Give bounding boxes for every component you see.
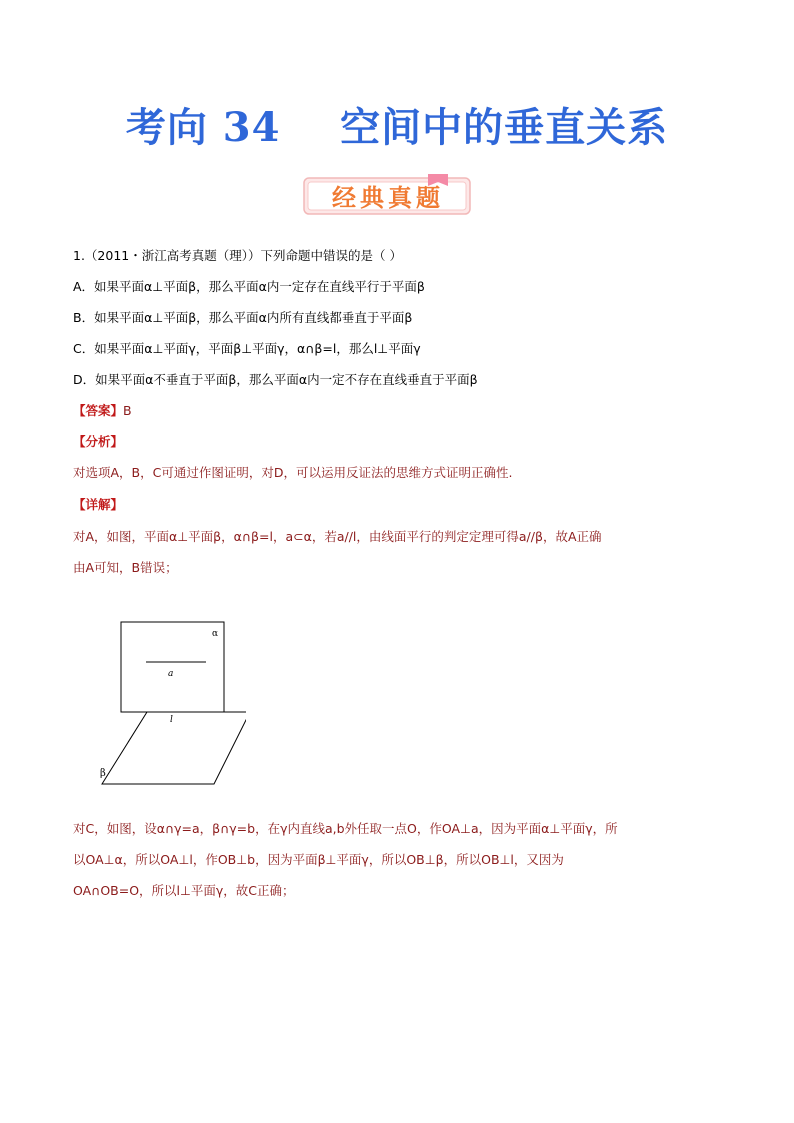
answer-row: [73, 403, 132, 419]
plane-beta: [102, 712, 246, 784]
detail-line-2: 由A可知，B错误；: [73, 560, 178, 575]
label-alpha: α: [212, 629, 219, 639]
label-l: l: [170, 715, 173, 725]
page-title: 考向 34 空间中的垂直关系: [125, 104, 669, 151]
option-a: A．如果平面α⊥平面β，那么平面α内一定存在直线平行于平面β: [73, 279, 425, 294]
question-stem: 1.（2011・浙江高考真题（理））下列命题中错误的是（ ）: [73, 248, 402, 263]
section-banner: [302, 172, 474, 218]
option-b: B．如果平面α⊥平面β，那么平面α内所有直线都垂直于平面β: [73, 310, 413, 325]
label-beta: β: [100, 768, 106, 779]
option-d: D．如果平面α不垂直于平面β，那么平面α内一定不存在直线垂直于平面β: [73, 372, 478, 387]
c-line-1: 对C，如图，设α∩γ=a，β∩γ=b，在γ内直线a,b外任取一点O，作OA⊥a，因为平面α⊥平面γ，所: [73, 821, 618, 836]
answer-value: B: [123, 403, 132, 418]
detail-line-1: 对A，如图，平面α⊥平面β，α∩β=l，a⊂α，若a//l，由线面平行的判定定理可得a//β，故A正确: [73, 529, 602, 544]
banner-label: 经典真题: [332, 183, 444, 212]
analysis-label: 【分析】: [73, 434, 124, 449]
option-c: C．如果平面α⊥平面γ，平面β⊥平面γ，α∩β=l，那么l⊥平面γ: [73, 341, 421, 356]
c-line-3: OA∩OB=O，所以l⊥平面γ，故C正确；: [73, 883, 295, 898]
plane-alpha: [121, 622, 224, 712]
answer-label: 【答案】: [73, 403, 124, 418]
perpendicular-planes-figure: [96, 618, 246, 790]
c-line-2: 以OA⊥α，所以OA⊥l，作OB⊥b，因为平面β⊥平面γ，所以OB⊥β，所以OB⊥l，又因为: [73, 852, 564, 867]
analysis-text: 对选项A，B，C可通过作图证明，对D，可以运用反证法的思维方式证明正确性.: [73, 465, 513, 480]
label-a: a: [168, 669, 174, 679]
detail-label: 【详解】: [73, 497, 124, 512]
